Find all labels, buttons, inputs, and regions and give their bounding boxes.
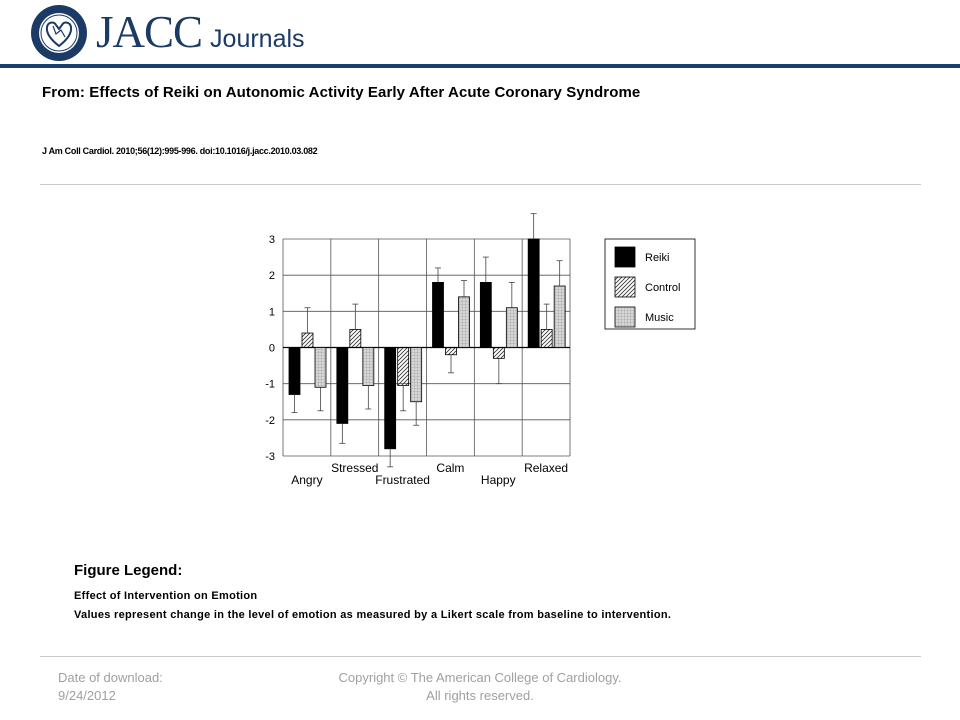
download-date-value: 9/24/2012 [58, 688, 116, 703]
legend-swatch-control [615, 277, 635, 297]
bar-music-happy [506, 308, 517, 348]
bar-control-stressed [350, 329, 361, 347]
bar-control-angry [302, 333, 313, 347]
header-divider [0, 64, 960, 68]
bar-control-relaxed [541, 329, 552, 347]
legend-swatch-reiki [615, 247, 635, 267]
y-tick-label: -2 [265, 414, 275, 427]
divider-bottom [40, 656, 921, 657]
x-category-label: Happy [480, 473, 516, 487]
copyright-line-1: Copyright © The American College of Cardiology. [338, 670, 622, 685]
x-category-label: Relaxed [524, 461, 569, 475]
figure-legend-title: Effect of Intervention on Emotion [74, 590, 258, 602]
x-category-label: Calm [436, 461, 465, 475]
download-date-label: Date of download: [58, 670, 163, 685]
y-tick-label: 2 [268, 270, 275, 283]
logo-sub-text: Journals [210, 25, 305, 53]
y-tick-label: -3 [265, 451, 275, 463]
acc-seal-logo[interactable] [30, 4, 88, 62]
bar-music-stressed [363, 348, 374, 386]
bar-music-angry [315, 348, 326, 388]
bar-reiki-angry [289, 348, 300, 395]
y-tick-label: 3 [268, 234, 275, 246]
bar-reiki-happy [480, 282, 491, 347]
y-tick-label: -1 [265, 378, 275, 391]
article-from-line: From: Effects of Reiki on Autonomic Activity Early After Acute Coronary Syndrome [42, 84, 641, 101]
x-category-label: Stressed [331, 461, 379, 475]
bar-control-happy [493, 348, 504, 359]
copyright-notice [300, 669, 660, 705]
y-tick-label: 1 [268, 306, 275, 319]
x-category-label: Angry [291, 473, 323, 487]
header [0, 0, 960, 68]
bar-music-frustrated [411, 348, 422, 402]
bar-music-calm [459, 297, 470, 348]
bar-reiki-relaxed [528, 239, 539, 348]
bar-reiki-calm [433, 282, 444, 347]
download-date [58, 669, 218, 705]
copyright-line-2: All rights reserved. [426, 688, 534, 703]
legend-swatch-music [615, 307, 635, 327]
bar-music-relaxed [554, 286, 565, 347]
bar-control-calm [446, 348, 457, 355]
article-citation: J Am Coll Cardiol. 2010;56(12):995-996. doi:10.1016/j.jacc.2010.03.082 [42, 146, 318, 156]
legend-label-music: Music [645, 312, 674, 324]
figure-legend-description: Values represent change in the level of emotion as measured by a Likert scale from baseline to intervention. [74, 609, 672, 621]
bar-reiki-frustrated [385, 348, 396, 449]
x-category-label: Frustrated [375, 473, 430, 487]
logo-main-text: JACC [96, 7, 203, 57]
bar-control-frustrated [398, 348, 409, 386]
bar-reiki-stressed [337, 348, 348, 424]
legend-label-control: Control [645, 282, 681, 294]
divider-top [40, 184, 921, 185]
jacc-journals-logo[interactable] [96, 4, 305, 60]
bar-chart-figure [255, 208, 705, 498]
legend-label-reiki: Reiki [645, 252, 670, 264]
figure-legend-heading: Figure Legend: [74, 562, 183, 579]
y-tick-label: 0 [268, 342, 275, 355]
